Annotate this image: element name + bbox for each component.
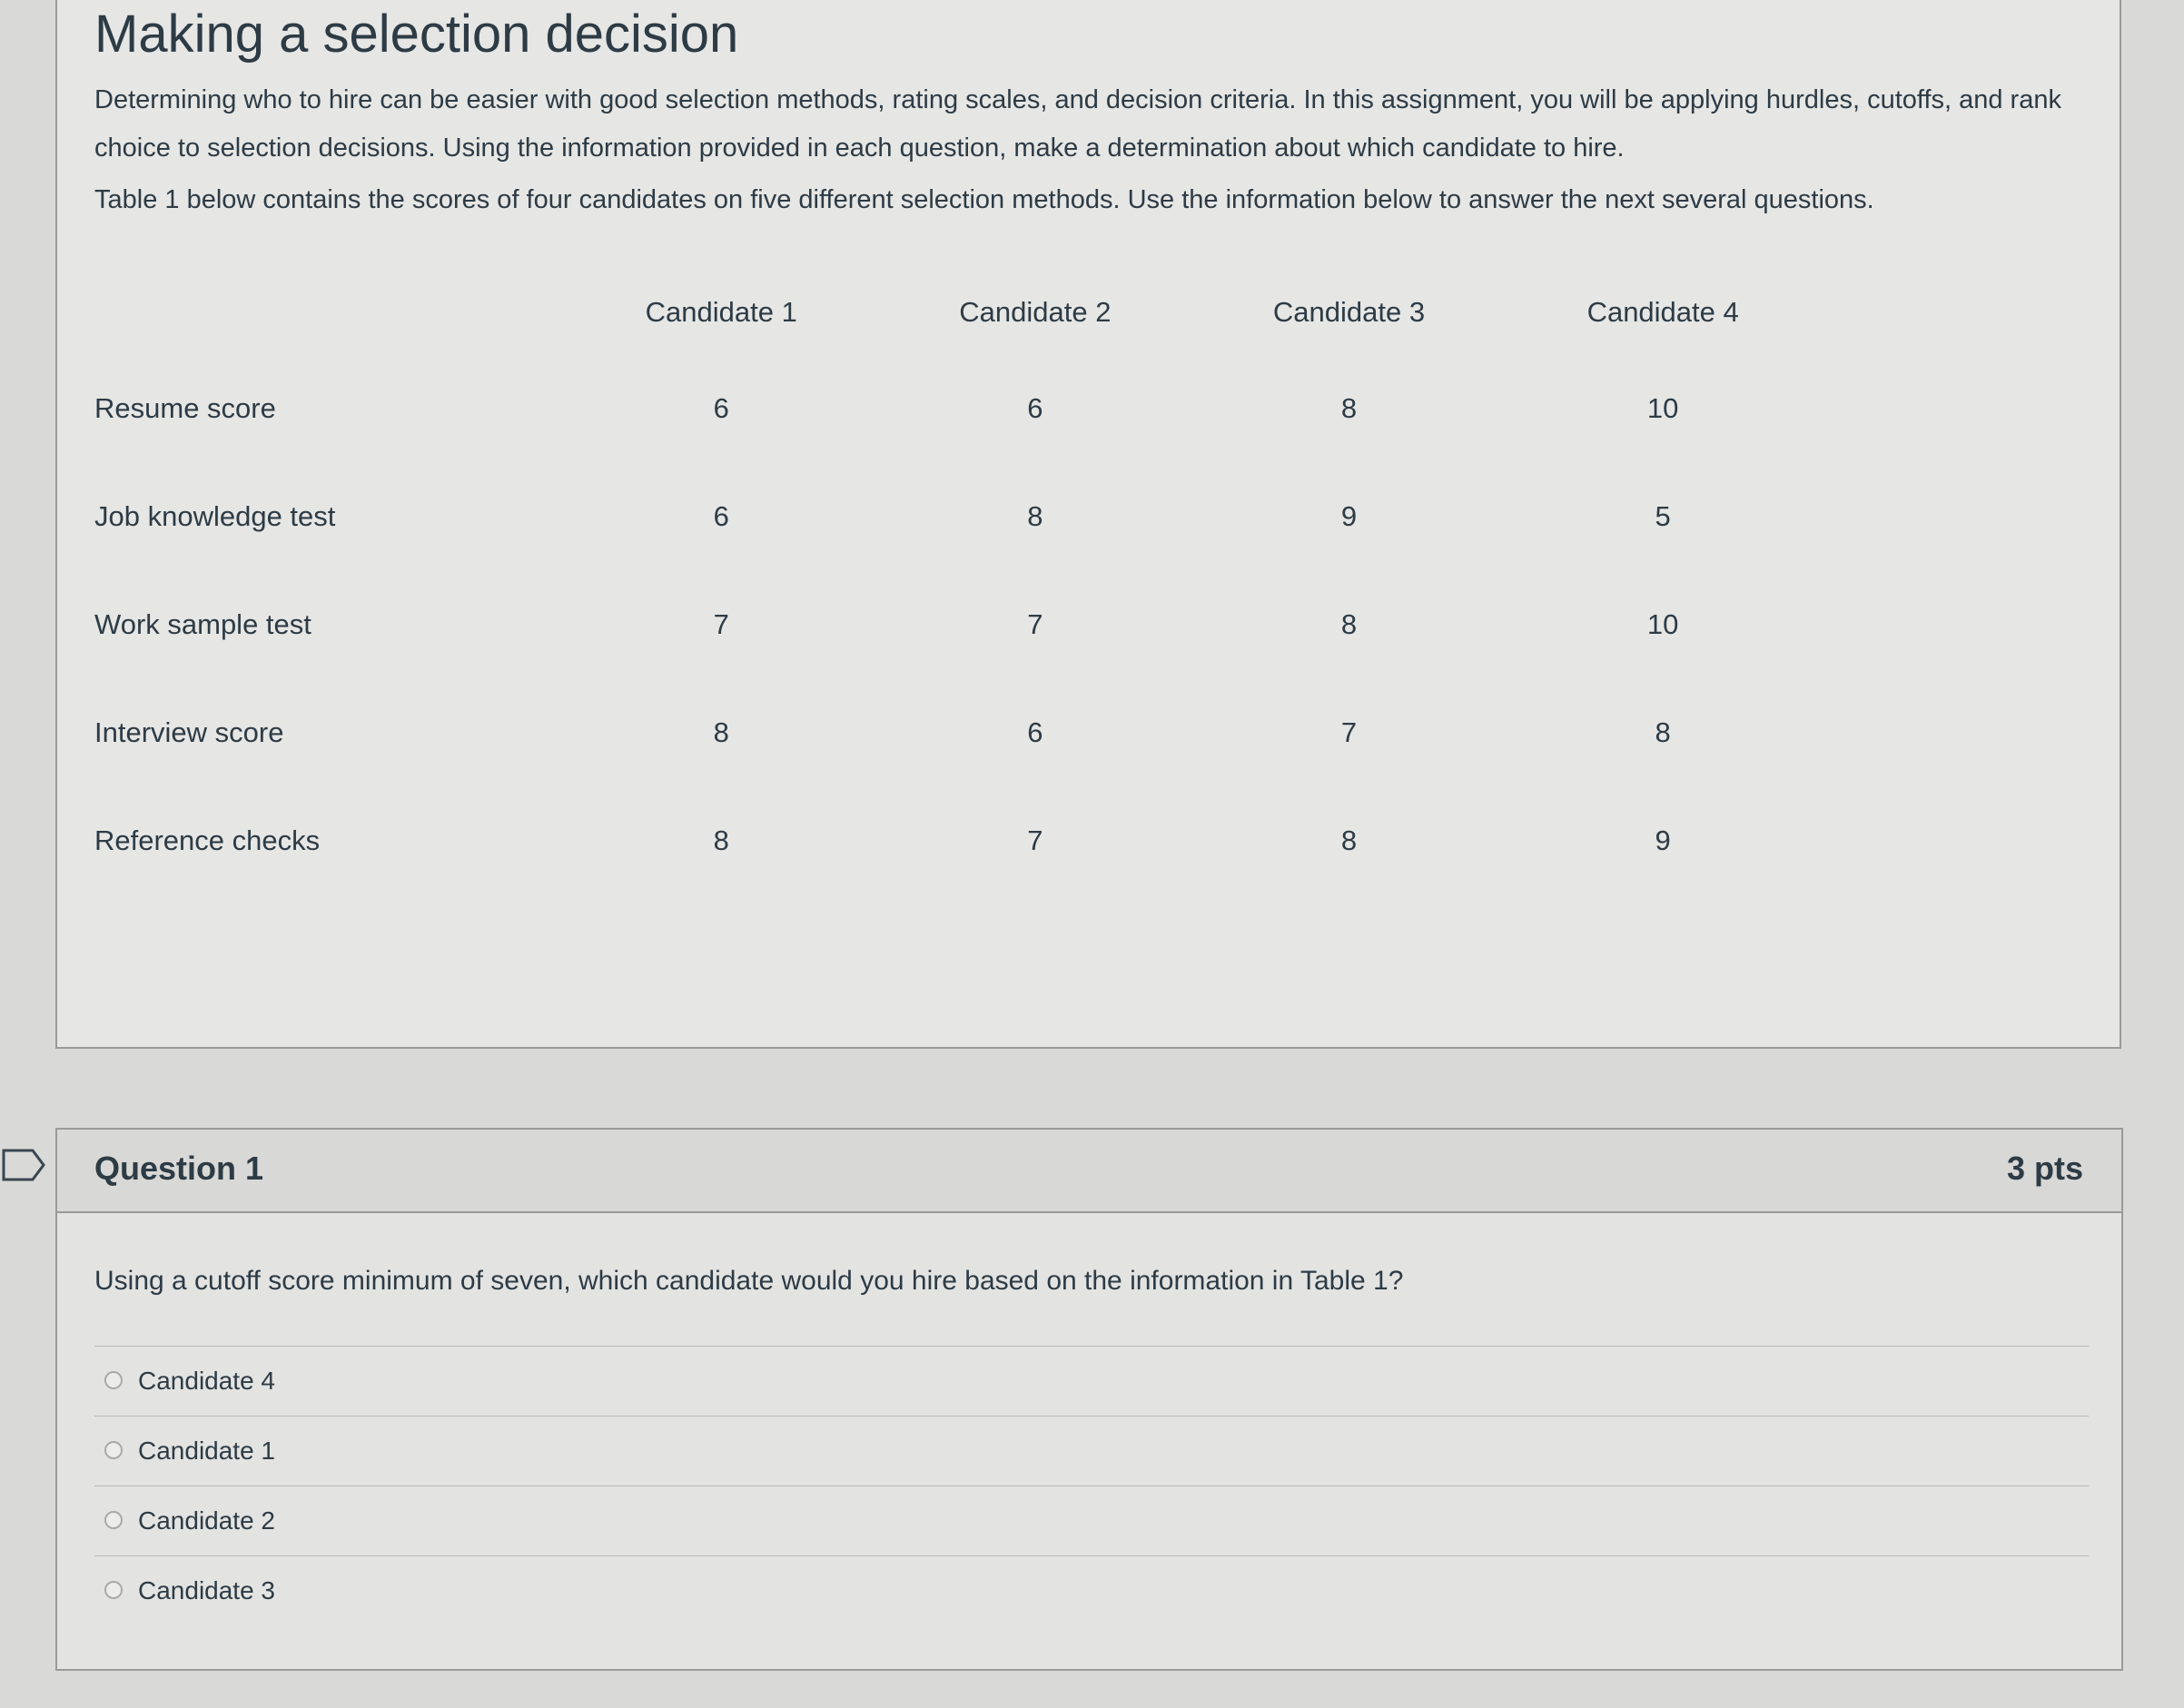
answer-label[interactable]: Candidate 3 <box>138 1576 276 1604</box>
column-header: Candidate 3 <box>1272 296 1426 328</box>
radio-unselected-icon[interactable] <box>104 1511 123 1529</box>
row-label: Resume score <box>94 391 276 424</box>
radio-unselected-icon[interactable] <box>104 1441 123 1459</box>
score-cell: 5 <box>1655 499 1671 532</box>
page-title: Making a selection decision <box>94 5 739 64</box>
answer-option[interactable] <box>94 1555 2089 1625</box>
score-cell: 10 <box>1646 607 1679 640</box>
table-row <box>94 678 1820 786</box>
answer-option[interactable] <box>94 1346 2089 1416</box>
answer-label[interactable]: Candidate 4 <box>138 1367 276 1395</box>
row-label: Reference checks <box>94 824 321 856</box>
score-cell: 8 <box>1340 824 1358 856</box>
flag-outline-icon[interactable] <box>2 1148 47 1182</box>
assignment-intro-panel <box>55 0 2121 1049</box>
table-header-row <box>94 271 1820 354</box>
column-header: Candidate 1 <box>645 296 797 328</box>
score-cell: 8 <box>1027 499 1043 532</box>
score-cell: 7 <box>1027 607 1043 640</box>
row-label: Work sample test <box>94 607 311 640</box>
column-header: Candidate 4 <box>1586 296 1739 328</box>
answer-option[interactable] <box>94 1416 2089 1486</box>
score-cell: 7 <box>1340 716 1358 748</box>
score-cell: 7 <box>713 607 729 640</box>
question-header <box>57 1130 2121 1213</box>
answer-label[interactable]: Candidate 2 <box>138 1506 276 1535</box>
column-header: Candidate 2 <box>959 296 1112 328</box>
question-text: Using a cutoff score minimum of seven, which candidate would you hire based on the information in Table 1? <box>94 1266 1404 1296</box>
score-cell: 6 <box>1027 716 1043 748</box>
question-panel <box>55 1128 2123 1671</box>
score-cell: 8 <box>713 824 729 856</box>
score-cell: 8 <box>1655 716 1671 748</box>
score-cell: 6 <box>713 499 729 532</box>
score-cell: 6 <box>713 391 729 424</box>
answer-list <box>94 1346 2089 1625</box>
score-cell: 9 <box>1655 824 1671 856</box>
table-row <box>94 786 1820 894</box>
radio-unselected-icon[interactable] <box>104 1581 123 1599</box>
table-corner-cell <box>94 271 564 354</box>
score-cell: 10 <box>1646 391 1679 424</box>
score-cell: 6 <box>1027 391 1043 424</box>
question-points: 3 pts <box>2006 1150 2083 1187</box>
score-cell: 8 <box>713 716 729 748</box>
intro-paragraph: Determining who to hire can be easier with good selection methods, rating scales, and decision criteria. In this assignment, you will be applying hurdles, cutoffs, and rank choice to selection decisions. Using the information provided in each question, make a determination about which candidate to hire. <box>94 85 2061 163</box>
table-row <box>94 570 1820 678</box>
candidate-scores-table <box>94 271 1820 894</box>
table-row <box>94 462 1820 570</box>
intro-paragraph: Table 1 below contains the scores of four candidates on five different selection methods. Use the information below to answer the next several questions. <box>94 185 1874 214</box>
score-cell: 8 <box>1340 607 1358 640</box>
answer-label[interactable]: Candidate 1 <box>138 1436 276 1465</box>
score-cell: 9 <box>1340 499 1358 532</box>
row-label: Interview score <box>94 716 284 748</box>
table-row <box>94 354 1820 462</box>
score-cell: 8 <box>1340 391 1358 424</box>
answer-option[interactable] <box>94 1486 2089 1555</box>
question-title: Question 1 <box>94 1150 264 1187</box>
row-label: Job knowledge test <box>94 499 336 532</box>
radio-unselected-icon[interactable] <box>104 1371 123 1389</box>
score-cell: 7 <box>1027 824 1043 856</box>
